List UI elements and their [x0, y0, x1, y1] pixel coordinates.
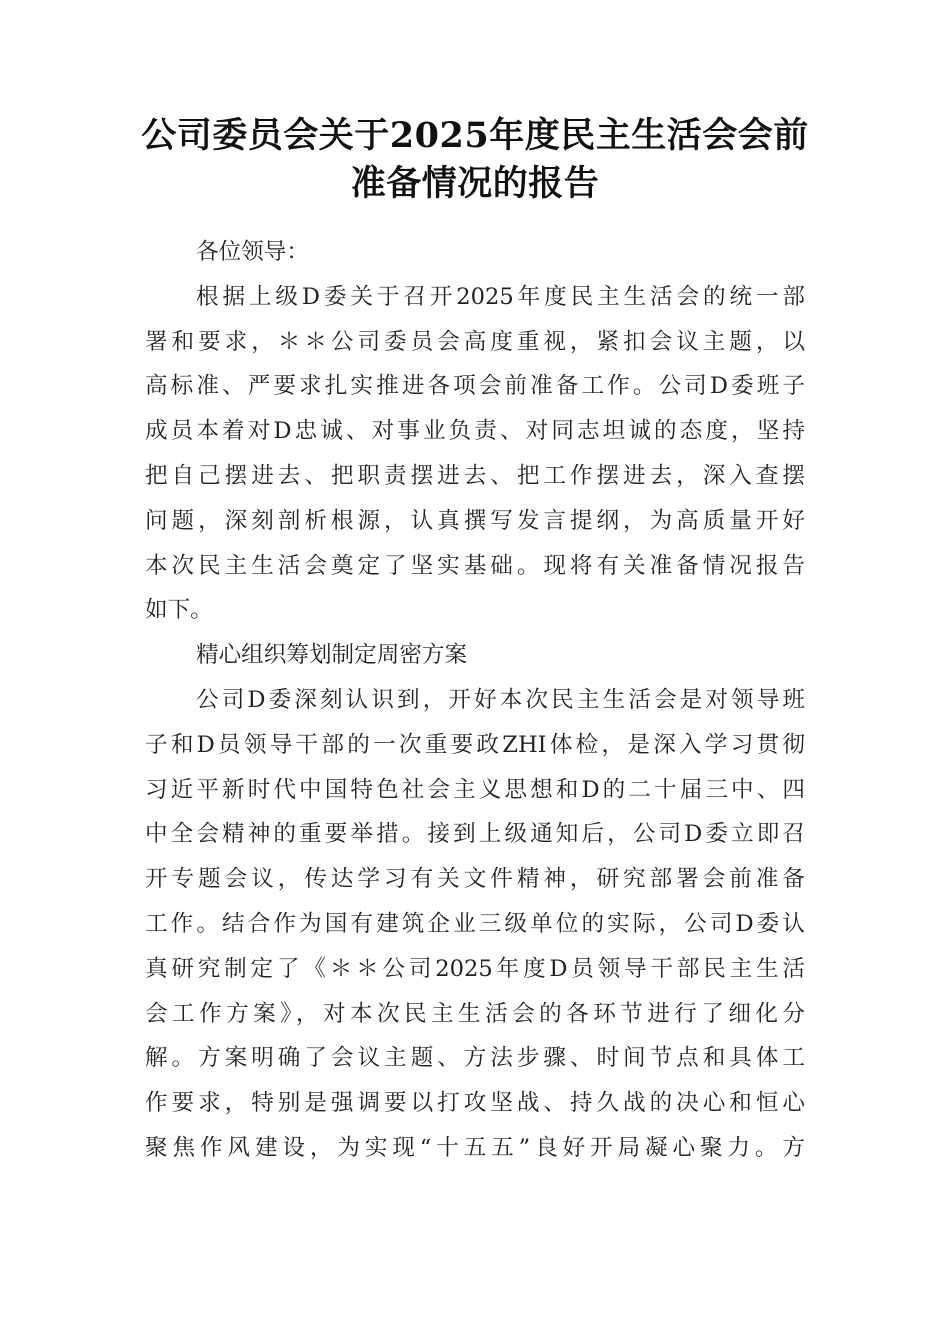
paragraph-intro [145, 275, 805, 633]
paragraph-line: 工作。结合作为国有建筑企业三级单位的实际，公司D委认 [145, 910, 805, 937]
paragraph-section-1 [145, 678, 805, 1171]
paragraph-line: 公司D委深刻认识到，开好本次民主生活会是对领导班 [196, 686, 805, 713]
paragraph-line: 子和D员领导干部的一次重要政ZHI体检，是深入学习贯彻 [145, 731, 805, 758]
paragraph-line: 习近平新时代中国特色社会主义思想和D的二十届三中、四 [145, 776, 805, 803]
paragraph-line: 成员本着对D忠诚、对事业负责、对同志坦诚的态度，坚持 [145, 418, 805, 445]
paragraph-line: 根据上级D委关于召开2025年度民主生活会的统一部 [196, 283, 805, 310]
paragraph-line: 把自己摆进去、把职责摆进去、把工作摆进去，深入查摆 [145, 462, 805, 489]
salutation: 各位领导： [196, 239, 309, 265]
section-heading: 精心组织筹划制定周密方案 [196, 642, 468, 669]
document-body [145, 230, 805, 1171]
paragraph-line: 解。方案明确了会议主题、方法步骤、时间节点和具体工 [145, 1045, 805, 1072]
title-line-2: 准备情况的报告 [350, 163, 600, 204]
paragraph-line: 中全会精神的重要举措。接到上级通知后，公司D委立即召 [145, 821, 805, 848]
paragraph-line: 真研究制定了《＊＊公司2025年度D员领导干部民主生活 [145, 955, 805, 982]
paragraph-line: 聚焦作风建设，为实现“十五五”良好开局凝心聚力。方 [145, 1134, 805, 1161]
paragraph-line: 如下。 [145, 597, 213, 624]
paragraph-line: 问题，深刻剖析根源，认真撰写发言提纲，为高质量开好 [145, 507, 805, 534]
paragraph-line: 开专题会议，传达学习有关文件精神，研究部署会前准备 [145, 866, 805, 893]
paragraph-line: 本次民主生活会奠定了坚实基础。现将有关准备情况报告 [145, 552, 805, 579]
paragraph-line: 高标准、严要求扎实推进各项会前准备工作。公司D委班子 [145, 373, 805, 400]
paragraph-line: 会工作方案》，对本次民主生活会的各环节进行了细化分 [145, 1000, 805, 1027]
paragraph-line: 作要求，特别是强调要以打攻坚战、持久战的决心和恒心 [145, 1090, 805, 1117]
title-line-1: 公司委员会关于2025年度民主生活会会前 [141, 115, 809, 156]
paragraph-line: 署和要求，＊＊公司委员会高度重视，紧扣会议主题，以 [145, 328, 805, 355]
document-title [100, 112, 850, 208]
